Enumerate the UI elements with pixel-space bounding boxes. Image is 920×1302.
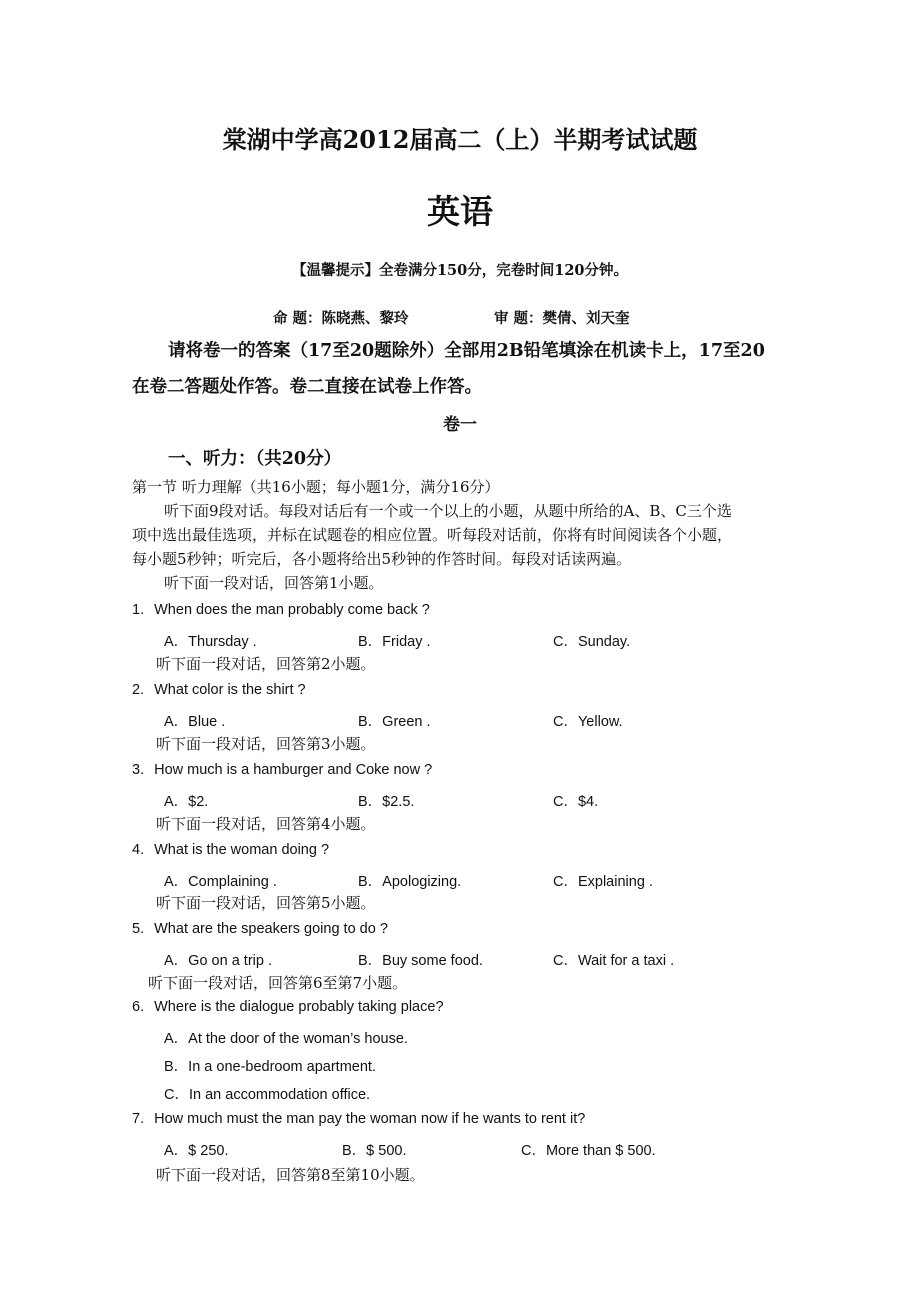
instructions-line-1: 请将卷一的答案（17至20题除外）全部用2B铅笔填涂在机读卡上，17至20: [168, 341, 765, 361]
option-c: C．Wait for a taxi .: [553, 953, 675, 969]
question-text: Where is the dialogue probably taking place?: [154, 999, 444, 1015]
dialogue-prompt: 听下面一段对话，回答第8至第10小题。: [156, 1166, 425, 1184]
instructions-line-2: 在卷二答题处作答。卷二直接在试卷上作答。: [132, 377, 482, 397]
question: [132, 921, 388, 937]
question: [132, 762, 432, 778]
option-a: A．At the door of the woman’s house.: [164, 1031, 408, 1047]
option-b: B．Apologizing.: [358, 874, 462, 890]
dialogue-prompt: 听下面一段对话，回答第4小题。: [156, 815, 376, 833]
question: [132, 842, 329, 858]
option-c: C．In an accommodation office.: [164, 1087, 371, 1103]
option-c: C．$4.: [553, 794, 599, 810]
option-a: A．Thursday .: [164, 634, 257, 650]
option-b: B．$ 500.: [342, 1143, 407, 1159]
question-number: 7.: [132, 1111, 145, 1127]
option-b: B．$2.5.: [358, 794, 415, 810]
question-text: What are the speakers going to do ?: [154, 921, 388, 937]
question-number: 2.: [132, 682, 145, 698]
setter-text: 命 题：陈晓燕、黎玲: [273, 310, 409, 327]
question-text: When does the man probably come back ?: [154, 602, 430, 618]
dialogue-prompt: 听下面一段对话，回答第2小题。: [156, 655, 376, 673]
exam-title: 棠湖中学高2012届高二（上）半期考试试题: [222, 125, 698, 154]
volume-heading: 卷一: [443, 415, 477, 435]
option-a: A．Complaining .: [164, 874, 277, 890]
question-number: 3.: [132, 762, 145, 778]
option-b: B．In a one-bedroom apartment.: [164, 1059, 376, 1075]
question-text: What color is the shirt ?: [154, 682, 306, 698]
option-c: C．Yellow.: [553, 714, 623, 730]
directions-line-2: 项中选出最佳选项，并标在试题卷的相应位置。听每段对话前，你将有时间阅读各个小题，: [132, 526, 733, 544]
reviewer-text: 审 题：樊倩、刘天奎: [494, 310, 630, 327]
question-text: How much is a hamburger and Coke now ?: [154, 762, 433, 778]
dialogue-prompt: 听下面一段对话，回答第6至第7小题。: [148, 974, 408, 992]
question-number: 6.: [132, 999, 145, 1015]
question: [132, 682, 306, 698]
question-number: 1.: [132, 602, 145, 618]
option-b: B．Friday .: [358, 634, 431, 650]
question-number: 4.: [132, 842, 145, 858]
option-b: B．Buy some food.: [358, 953, 483, 969]
option-b: B．Green .: [358, 714, 431, 730]
option-a: A．$2.: [164, 794, 209, 810]
option-c: C．Explaining .: [553, 874, 653, 890]
option-c: C．More than $ 500.: [521, 1143, 656, 1159]
directions-line-3: 每小题5秒钟；听完后，各小题将给出5秒钟的作答时间。每段对话读两遍。: [132, 550, 632, 568]
subject-title: 英语: [427, 192, 493, 231]
directions-line-1: 听下面9段对话。每段对话后有一个或一个以上的小题，从题中所给的A、B、C三个选: [164, 502, 732, 520]
option-c: C．Sunday.: [553, 634, 631, 650]
section-heading: 一、听力：（共20分）: [168, 449, 342, 469]
question: [132, 999, 444, 1015]
dialogue-prompt: 听下面一段对话，回答第3小题。: [156, 735, 376, 753]
question-number: 5.: [132, 921, 145, 937]
question-text: How much must the man pay the woman now if he wants to rent it?: [154, 1111, 586, 1127]
tip-text: 【温馨提示】全卷满分150分，完卷时间120分钟。: [291, 262, 629, 279]
option-a: A．Blue .: [164, 714, 226, 730]
option-a: A．Go on a trip .: [164, 953, 272, 969]
question: [132, 1111, 585, 1127]
dialogue-prompt: 听下面一段对话，回答第1小题。: [164, 574, 384, 592]
question: [132, 602, 430, 618]
question-text: What is the woman doing ?: [154, 842, 330, 858]
part-heading: 第一节 听力理解（共16小题；每小题1分，满分16分）: [132, 478, 500, 496]
dialogue-prompt: 听下面一段对话，回答第5小题。: [156, 894, 376, 912]
option-a: A．$ 250.: [164, 1143, 229, 1159]
